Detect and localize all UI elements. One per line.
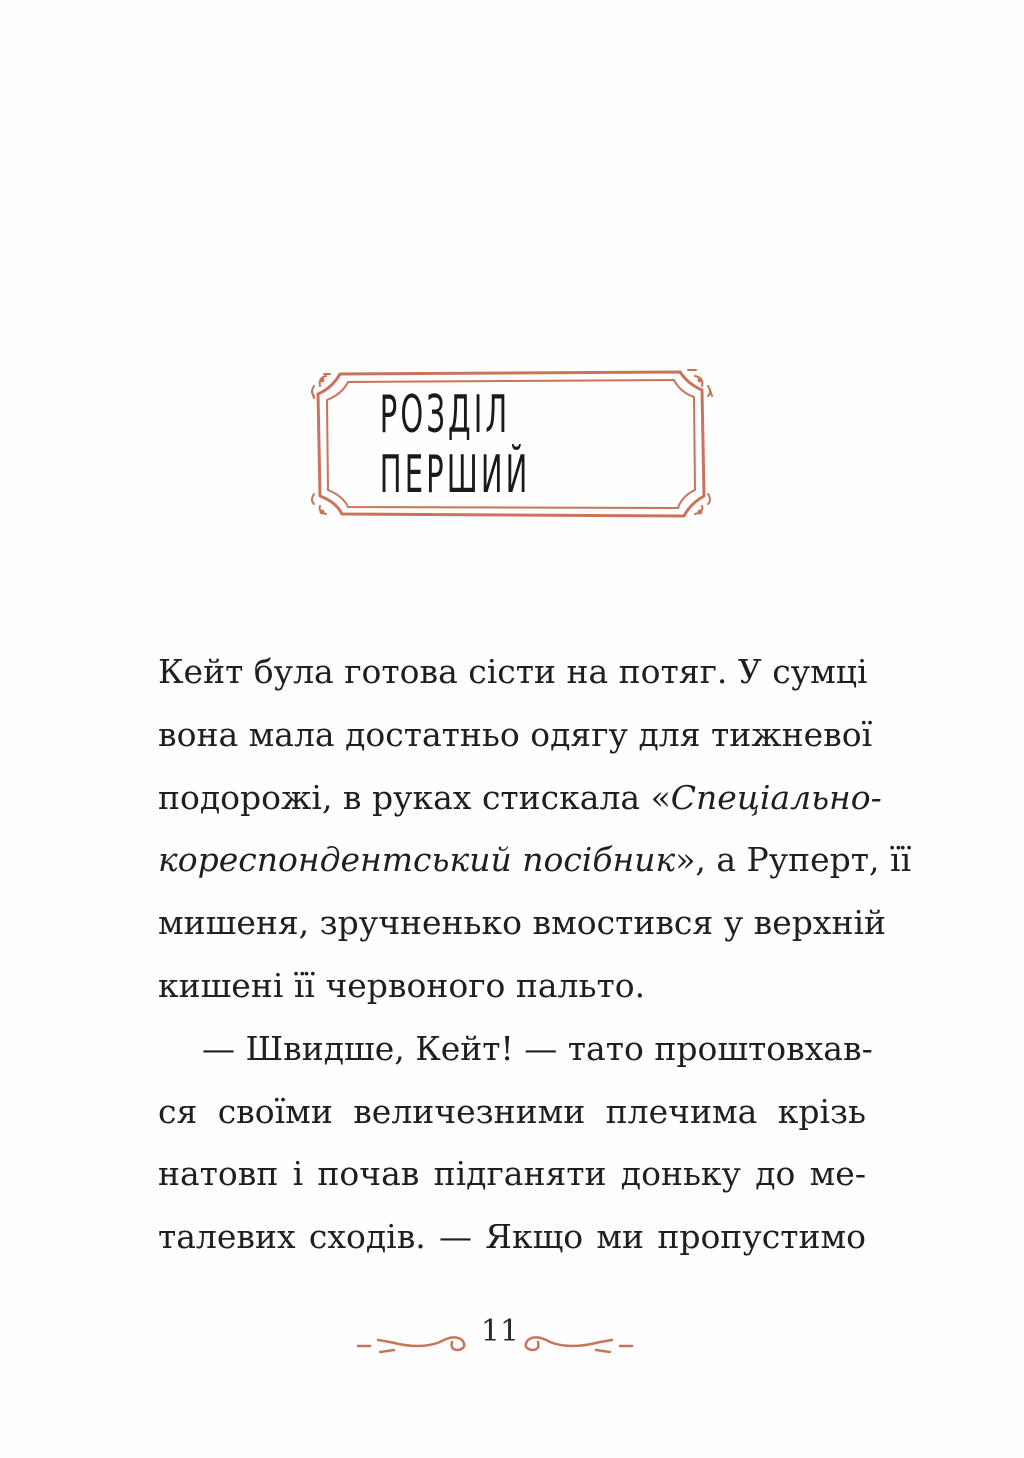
body-text [158, 641, 912, 1269]
text-line: мишеня, зручненько вмостився у верхній [158, 903, 886, 943]
text-run: », а Руперт, її [675, 840, 912, 880]
text-line: талевих сходів. — Якщо ми пропустимо [158, 1217, 866, 1257]
page-number: 11 [480, 1314, 520, 1349]
text-line [158, 829, 912, 892]
paragraph [158, 1018, 873, 1269]
text-line [158, 767, 882, 830]
text-line: вона мала достатньо одягу для тижневої [158, 714, 873, 754]
text-line: — Швидше, Кейт! — тато проштовхав- [202, 1028, 873, 1068]
text-run: подорожі, в руках стискала « [158, 777, 671, 817]
paragraph [158, 641, 912, 1018]
text-line: кишені її червоного пальто. [158, 965, 646, 1005]
text-line: натовп і почав підганяти доньку до ме- [158, 1154, 866, 1194]
text-line: Кейт була готова сісти на потяг. У сумці [158, 652, 868, 691]
book-title-italic: Спеціально- [670, 777, 882, 817]
chapter-title: РОЗДІЛ ПЕРШИЙ [379, 384, 531, 505]
book-title-italic: кореспондентський посібник [158, 840, 676, 880]
text-line: ся своїми величезними плечима крізь [158, 1091, 866, 1131]
